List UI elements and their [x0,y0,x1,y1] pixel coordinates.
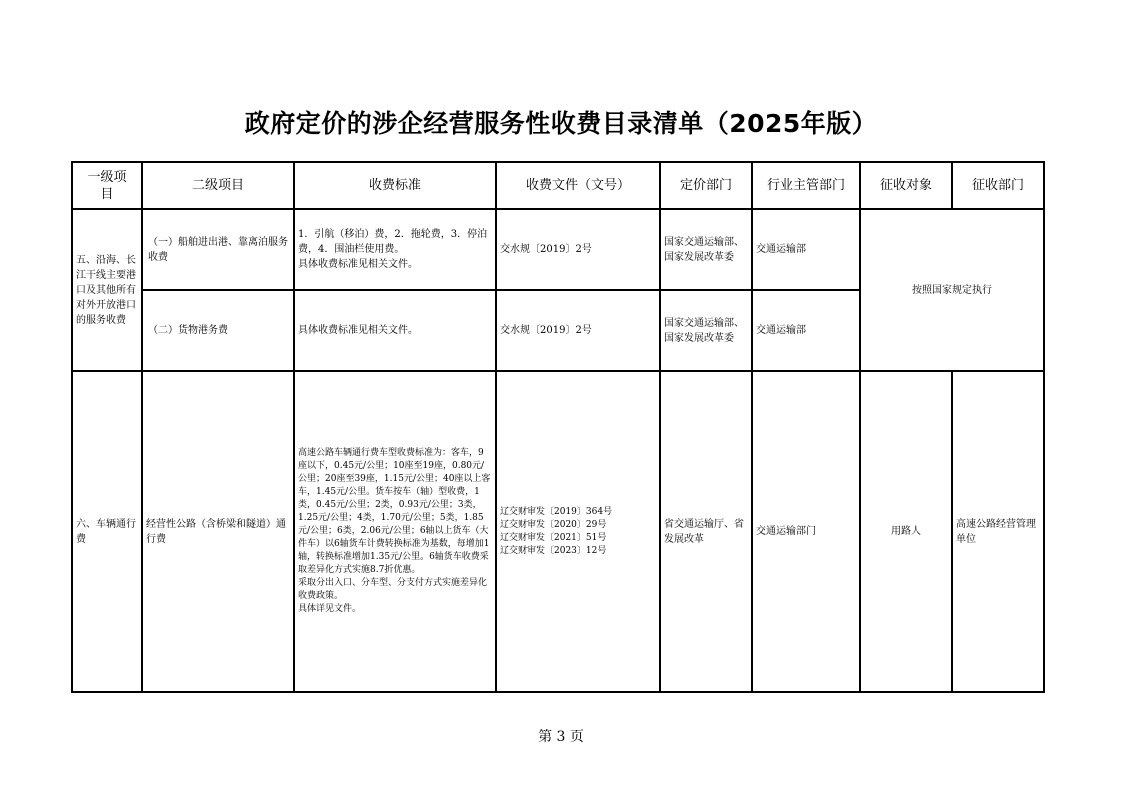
header-row [72,162,1044,209]
page-number: 第 3 页 [538,729,584,745]
cell-level2: （一）船舶进出港、靠离泊服务收费 [142,209,294,290]
header-standard: 收费标准 [294,162,496,209]
cell-pricing-dept: 国家交通运输部、国家发展改革委 [660,209,752,290]
header-collector: 征收部门 [952,162,1044,209]
fee-table [71,161,1045,693]
cell-document: 辽交财审发〔2019〕364号 辽交财审发〔2020〕29号 辽交财审发〔2021〕51号 辽交财审发〔2023〕12号 [496,371,660,692]
table-row [72,371,1044,692]
header-document: 收费文件（文号） [496,162,660,209]
cell-level1: 六、车辆通行费 [72,371,142,692]
cell-level2: （二）货物港务费 [142,290,294,371]
cell-collector: 高速公路经营管理单位 [952,371,1044,692]
header-target: 征收对象 [860,162,952,209]
cell-pricing-dept: 省交通运输厅、省发展改革 [660,371,752,692]
header-industry-dept: 行业主管部门 [752,162,860,209]
cell-target: 用路人 [860,371,952,692]
cell-standard: 具体收费标准见相关文件。 [294,290,496,371]
table-row [72,209,1044,290]
cell-industry-dept: 交通运输部 [752,209,860,290]
cell-level1: 五、沿海、长江干线主要港口及其他所有对外开放港口的服务收费 [72,209,142,371]
cell-standard: 1．引航（移泊）费，2．拖轮费，3．停泊费，4．围油栏使用费。 具体收费标准见相关文件。 [294,209,496,290]
header-level1: 一级项目 [72,162,142,209]
cell-industry-dept: 交通运输部 [752,290,860,371]
page-title: 政府定价的涉企经营服务性收费目录清单（2025年版） [244,109,878,138]
header-pricing-dept: 定价部门 [660,162,752,209]
cell-document: 交水规〔2019〕2号 [496,209,660,290]
cell-industry-dept: 交通运输部门 [752,371,860,692]
cell-document: 交水规〔2019〕2号 [496,290,660,371]
cell-level2: 经营性公路（含桥梁和隧道）通行费 [142,371,294,692]
cell-pricing-dept: 国家交通运输部、国家发展改革委 [660,290,752,371]
cell-merged-collect: 按照国家规定执行 [860,209,1044,371]
header-level2: 二级项目 [142,162,294,209]
cell-standard: 高速公路车辆通行费车型收费标准为：客车，9座以下，0.45元/公里；10座至19座，0.80元/公里；20座至39座，1.15元/公里；40座以上客车，1.45元/公里。货车按车（轴）型收费，1类，0.45元/公里；2类，0.93元/公里；3类，1.25元/公里；4类，1.70元/公里；5类，1.85元/公里；6类，2.06元/公里；6轴以上货车（大件车）以6轴货车计费转换标准为基数，每增加1轴，转换标准增加1.35元/公里。6轴货车收费采取差异化方式实施8.7折优惠。 采取分出入口、分车型、分支付方式实施差异化收费政策。 具体详见文件。 [294,371,496,692]
